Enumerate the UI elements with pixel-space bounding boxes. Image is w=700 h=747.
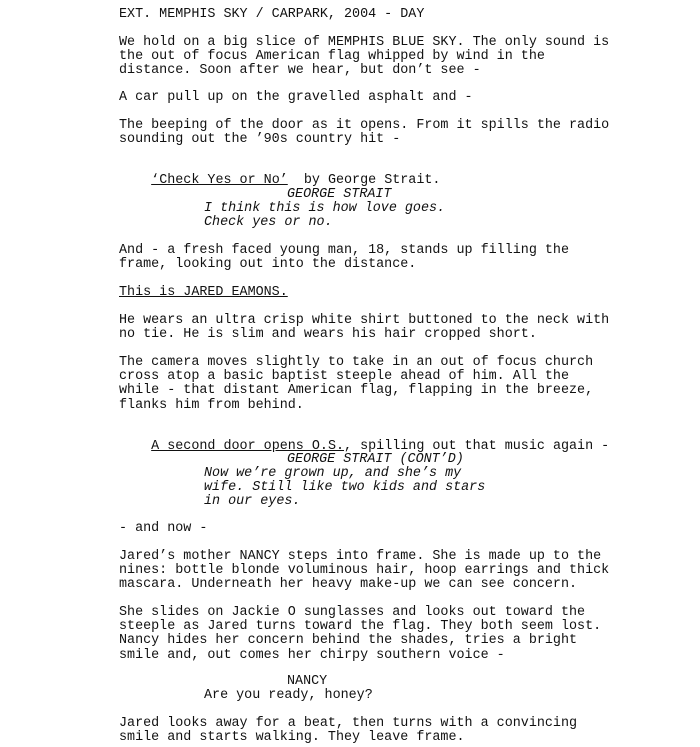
- second-door-underlined: A second door opens O.S.: [151, 439, 345, 455]
- action-paragraph-6: The camera moves slightly to take in an out of focus church cross atop a basic baptist steeple ahead of him. All the while - that distant American flag, flapping in the breeze, flanks him from behind.: [119, 355, 594, 413]
- dialogue-nancy: Are you ready, honey?: [204, 688, 373, 703]
- dialogue-george-strait-2: Now we’re grown up, and she’s my wife. Still like two kids and stars in our eyes.: [204, 466, 486, 510]
- song-artist-text: by George Strait.: [287, 173, 441, 189]
- character-cue-george-strait: GEORGE STRAIT: [287, 187, 392, 202]
- action-paragraph-7: - and now -: [119, 521, 208, 536]
- jared-introduction: This is JARED EAMONS.: [119, 285, 288, 300]
- action-paragraph-2: A car pull up on the gravelled asphalt and -: [119, 90, 473, 105]
- action-paragraph-10: Jared looks away for a beat, then turns with a convincing smile and starts walking. They leave frame.: [119, 716, 578, 746]
- action-paragraph-3: The beeping of the door as it opens. From it spills the radio sounding out the ’90s country hit -: [119, 118, 610, 148]
- song-line: [119, 160, 440, 203]
- song-title: ‘Check Yes or No’: [151, 173, 288, 189]
- character-cue-george-strait-contd: GEORGE STRAIT (CONT’D): [287, 452, 464, 467]
- dialogue-george-strait-1: I think this is how love goes. Check yes or no.: [204, 201, 446, 231]
- second-door-rest: , spilling out that music again -: [344, 439, 610, 455]
- action-paragraph-8: Jared’s mother NANCY steps into frame. She is made up to the nines: bottle blonde voluminous hair, hoop earrings and thick mascara. Underneath her heavy make-up we can see concern.: [119, 549, 610, 593]
- action-paragraph-1: We hold on a big slice of MEMPHIS BLUE SKY. The only sound is the out of focus American flag whipped by wind in the distance. Soon after we hear, but don’t see -: [119, 35, 610, 79]
- action-paragraph-9: She slides on Jackie O sunglasses and looks out toward the steeple as Jared turns toward the flag. They both seem lost. Nancy hides her concern behind the shades, tries a bright smile and, out comes her chirpy southern voice -: [119, 605, 602, 663]
- action-paragraph-5: He wears an ultra crisp white shirt buttoned to the neck with no tie. He is slim and wears his hair cropped short.: [119, 313, 610, 343]
- character-cue-nancy: NANCY: [287, 674, 328, 689]
- action-paragraph-4: And - a fresh faced young man, 18, stands up filling the frame, looking out into the distance.: [119, 243, 569, 273]
- scene-heading: EXT. MEMPHIS SKY / CARPARK, 2004 - DAY: [119, 7, 425, 22]
